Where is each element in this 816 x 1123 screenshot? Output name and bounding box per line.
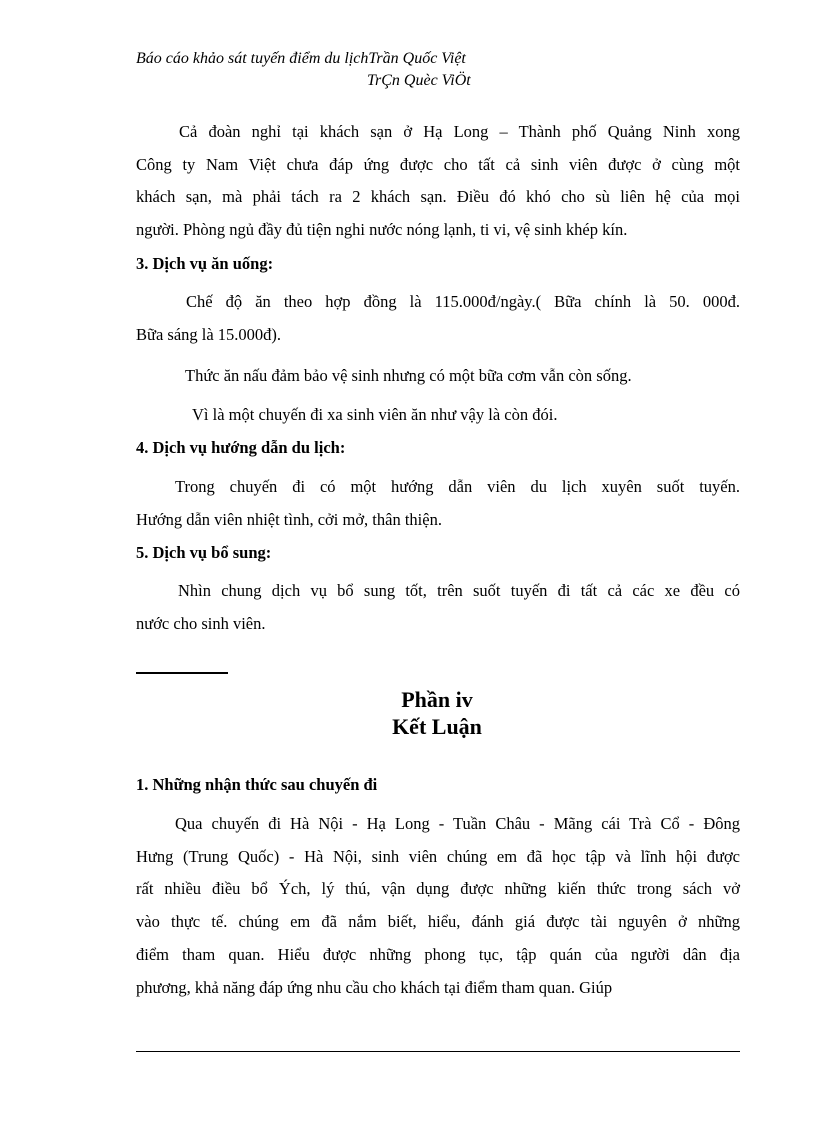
part-subtitle: Kết Luận xyxy=(392,714,482,739)
text-line: Công ty Nam Việt chưa đáp ứng được cho tất cả sinh viên được ở cùng một xyxy=(136,154,740,174)
accommodation-paragraph xyxy=(136,116,740,247)
text-line: Trong chuyến đi có một hướng dẫn viên du lịch xuyên suốt tuyến. xyxy=(175,477,740,496)
text-line: rất nhiều điều bổ Ých, lý thú, vận dụng được những kiến thức trong sách vở xyxy=(136,879,740,899)
section-heading-supplementary: 5. Dịch vụ bổ sung: xyxy=(136,543,272,562)
text-line: Chế độ ăn theo hợp đồng là 115.000đ/ngày.( Bữa chính là 50. 000đ. xyxy=(186,292,740,311)
section-heading-guide: 4. Dịch vụ hướng dẫn du lịch: xyxy=(136,438,346,457)
food-paragraph xyxy=(136,286,740,351)
guide-paragraph xyxy=(136,471,740,536)
text-line: khách sạn, mà phải tách ra 2 khách sạn. Điều đó khó cho sù liên hệ của mọi xyxy=(136,187,740,207)
part-title: Phần iv xyxy=(401,687,473,712)
section-heading-food: 3. Dịch vụ ăn uống: xyxy=(136,254,274,273)
text-line: Nhìn chung dịch vụ bổ sung tốt, trên suốt tuyến đi tất cả các xe đều có xyxy=(178,581,740,600)
text-line: điểm tham quan. Hiểu được những phong tục, tập quán của người dân địa xyxy=(136,944,740,964)
running-header-garbled: TrÇn Quèc ViÖt xyxy=(367,72,471,89)
text-line: Bữa sáng là 15.000đ). xyxy=(136,324,282,344)
text-line: Hưng (Trung Quốc) - Hà Nội, sinh viên chúng em đã học tập và lĩnh hội được xyxy=(136,846,740,866)
short-divider xyxy=(136,672,228,674)
text-line: vào thực tế. chúng em đã nắm biết, hiểu, đánh giá được tài nguyên ở những xyxy=(136,912,740,932)
running-header: Báo cáo khảo sát tuyến điểm du lịchTrần Quốc Việt xyxy=(136,50,466,67)
text-line: phương, khả năng đáp ứng nhu cầu cho khách tại điểm tham quan. Giúp xyxy=(136,977,613,997)
text-line: Qua chuyến đi Hà Nội - Hạ Long - Tuần Châu - Mãng cái Trà Cổ - Đông xyxy=(175,814,740,833)
text-line: người. Phòng ngủ đầy đủ tiện nghi nước nóng lạnh, ti vi, vệ sinh khép kín. xyxy=(136,220,628,240)
text-line: nước cho sinh viên. xyxy=(136,613,266,633)
footer-divider xyxy=(136,1051,740,1052)
supplementary-paragraph xyxy=(136,575,740,640)
conclusion-paragraph xyxy=(136,808,740,1004)
section-heading-conclusion: 1. Những nhận thức sau chuyến đi xyxy=(136,775,378,794)
food-quantity-line: Vì là một chuyến đi xa sinh viên ăn như vậy là còn đói. xyxy=(192,405,558,424)
food-quality-line: Thức ăn nấu đảm bảo vệ sinh nhưng có một bữa cơm vẫn còn sống. xyxy=(185,366,632,385)
text-line: Cả đoàn nghỉ tại khách sạn ở Hạ Long – Thành phố Quảng Ninh xong xyxy=(179,122,740,141)
text-line: Hướng dẫn viên nhiệt tình, cởi mở, thân thiện. xyxy=(136,509,442,529)
